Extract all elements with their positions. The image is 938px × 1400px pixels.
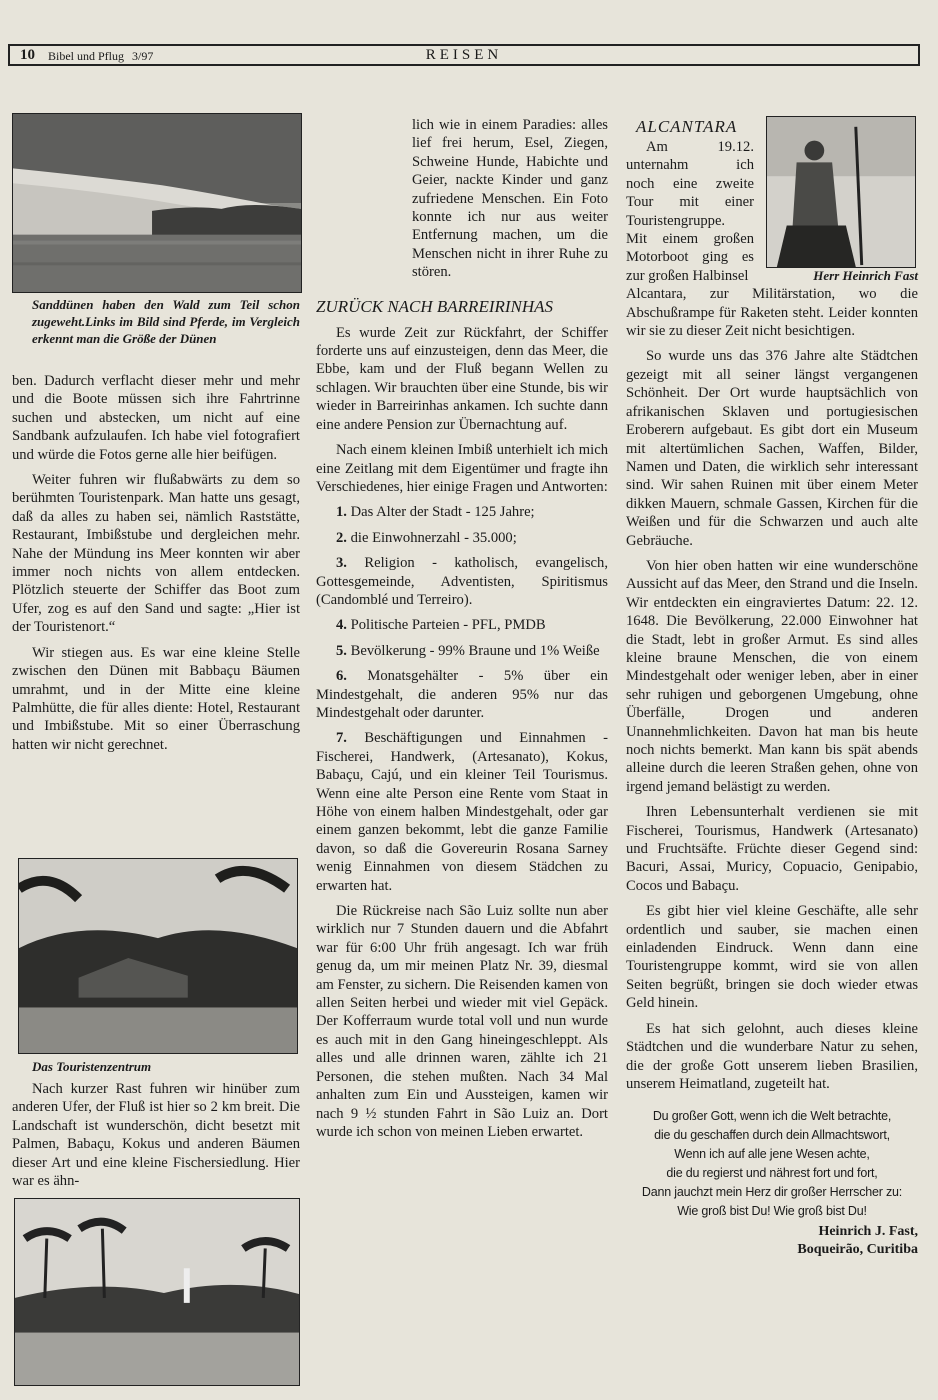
dunes-photo bbox=[12, 113, 302, 293]
list-item: 3. Religion - katholisch, evangelisch, Gottesgemeinde, Adventisten, Spiritismus (Candomblé und Terreiro). bbox=[316, 555, 608, 608]
publication-name: Bibel und Pflug 3/97 bbox=[48, 49, 154, 63]
paragraph: lich wie in einem Paradies: alles lief frei herum, Esel, Ziegen, Schweine Hunde, Habichte und Geier, nackte Kinder und ganz zufriedene Menschen. Ein Foto konnte ich nur aus weiter Entfernung machen, um die Menschen nicht in ihrer Ruhe zu stören. bbox=[412, 117, 608, 281]
column-2 bbox=[316, 116, 608, 1141]
page-number: 10 bbox=[20, 47, 35, 63]
signature bbox=[626, 1223, 918, 1259]
tourist-center-photo bbox=[18, 858, 298, 1054]
list-item: 4. Politische Parteien - PFL, PMDB bbox=[336, 617, 546, 634]
column-1 bbox=[12, 372, 300, 754]
issue-number: 3/97 bbox=[132, 49, 154, 63]
paragraph: Es wurde Zeit zur Rückfahrt, der Schiffer forderte uns auf einzusteigen, denn das Meer, die Ebbe, kam und der Fluß begann Wellen zu schlagen. Wir brauchten über eine Stunde, bis wir wieder in Barreirinhas ankamen. Ich suchte dann eine andere Pension zur Übernachtung auf. bbox=[316, 324, 608, 433]
paragraph: ben. Dadurch verflacht dieser mehr und mehr und die Boote müssen sich ihre Fahrtrinne suchen und abstecken, um nicht auf eine Sandbank aufzulaufen. Ich habe viel fotografiert und würde die Fotos gerne alle hier beifügen. bbox=[12, 373, 300, 463]
narrow-paragraph: Am 19.12. unternahm ich noch eine zweite Tour mit einer Touristengruppe. Mit einem großen Motorboot ging es zur großen Halbinsel Herr Heinrich Fast bbox=[626, 139, 918, 284]
paragraph: So wurde uns das 376 Jahre alte Städtchen gezeigt mit all seiner längst vergangenen Schönheit. Der Ort wurde hauptsächlich von afrikanischen Sklaven und portugiesischen Eroberern aufgebaut. Es gibt dort ein Museum mit altertümlichen Sachen, Waffen, Bilder, Namen und Daten, die wirklich sehr interessant sind. Wir sahen Ruinen mit über einem Meter dikken Mauern, schmale Gassen, Kirchen für die Weißen und für die Schwarzen und auch alte Gebräuche. bbox=[626, 348, 918, 549]
paragraph: Ihren Lebensunterhalt verdienen sie mit Fischerei, Tourismus, Handwerk (Artesanato) und Fruchtsäfte. Früchte dieser Gegend sind: Bacuri, Assai, Muricy, Copuacio, Genipabio, Cocos und Babaçu. bbox=[626, 804, 918, 894]
list-item: 1. Das Alter der Stadt - 125 Jahre; bbox=[336, 504, 535, 521]
paragraph: Nach einem kleinen Imbiß unterhielt ich mich eine Zeitlang mit dem Eigentümer und fragte ihn Verschiedenes, hier einige Fragen und Antworten: bbox=[316, 442, 608, 495]
list-item: 5. Bevölkerung - 99% Braune und 1% Weiße bbox=[336, 642, 600, 659]
column-1-continued bbox=[12, 1080, 300, 1190]
poem-line: die du regierst und nährest fort und fort, bbox=[666, 1166, 878, 1181]
fishing-village-photo bbox=[14, 1198, 300, 1386]
list-item: 2. die Einwohnerzahl - 35.000; bbox=[336, 529, 517, 546]
author-name: Heinrich J. Fast, bbox=[818, 1224, 918, 1240]
paragraph: Es gibt hier viel kleine Geschäfte, alle sehr ordentlich und sauber, sie machen einen einladenden Eindruck. Wenn dann eine Touristengruppe kommt, wird sie von allen Seiten begrüßt, bringen sie doch wieder etwas Geld hinein. bbox=[626, 903, 918, 1012]
list-item: 6. Monatsgehälter - 5% über ein Mindestgehalt, die anderen 95% nur das Mindestgehalt oder darunter. bbox=[316, 668, 608, 721]
tourist-center-caption: Das Touristenzentrum bbox=[32, 1059, 152, 1074]
poem-line: die du geschaffen durch dein Allmachtswort, bbox=[654, 1128, 890, 1143]
section-title: REISEN bbox=[425, 47, 503, 63]
dunes-photo-caption: Sanddünen haben den Wald zum Teil schon zugeweht.Links im Bild sind Pferde, im Vergleich erkennt man die Größe der Dünen bbox=[32, 297, 300, 346]
paragraph: Es hat sich gelohnt, auch dieses kleine Städtchen und die wunderbare Natur zu sehen, die der große Gott unserem lieben Brasilien, unserem Heimatland, zugeteilt hat. bbox=[626, 1020, 918, 1092]
paragraph: Die Rückreise nach São Luiz sollte nun aber wirklich nur 7 Stunden dauern und die Abfahrt war für 6:00 Uhr früh angesagt. Ich war früh genug da, um mir meinen Platz Nr. 39, diesmal am Fenster, zu sichern. Die Reisenden kamen von allen Seiten herbei und wieder mit viel Gepäck. Der Kofferraum wurde total voll und nun wurde es auch mit in den Gang hineingeschleppt. Als alles und alle drinnen waren, zählte ich 21 Personen, die stehen mußten. Nach 34 Mal anhalten zum Ein und Aussteigen, kamen wir nach 9 ½ stunden Fahrt in São Luiz an. Dort wurde ich schon von meinen Lieben erwartet. bbox=[316, 903, 608, 1140]
paragraph: Wir stiegen aus. Es war eine kleine Stelle zwischen den Dünen mit Babbaçu Bäumen umrahmt, und in der Mitte eine kleine Palmhütte, die für alles diente: Hotel, Restaurant und Imbißstube. Mit so einer Überraschung hatten wir nicht gerechnet. bbox=[12, 644, 300, 753]
paragraph: Von hier oben hatten wir eine wunderschöne Aussicht auf das Meer, den Strand und die Inseln. Wir entdeckten ein eingraviertes Datum: 22. 12. 1648. Die Bevölkerung, 22.000 Einwohner hat die Stadt, lebt in großer Armut. Es sind alles kleine braune Menschen, die von einem Mindestgehalt oder weniger leben, aber in einer sehr ruhigen und geborgenen Umgebung, ohne Überfälle, Drogen und anderen Unannehmlichkeiten. Davon hat man bis heute noch nichts bemerkt. Man kann bis spät abends alleine durch die leeren Straßen gehen, ohne von irgend jemand belästigt zu werden. bbox=[626, 557, 918, 795]
poem bbox=[626, 1107, 918, 1221]
poem-line: Wenn ich auf alle jene Wesen achte, bbox=[674, 1147, 870, 1162]
column-3 bbox=[626, 116, 918, 1259]
section-heading: ALCANTARA bbox=[636, 117, 738, 136]
page-header bbox=[8, 44, 920, 66]
paragraph: Nach kurzer Rast fuhren wir hinüber zum anderen Ufer, der Fluß ist hier so 2 km breit. Die Landschaft ist wunderschön, dicht besetzt mit Palmen, Babaçu, Kokus und anderen Bäumen dieser Art und eine kleine Fischersiedlung. Hier war es ähn- bbox=[12, 1081, 300, 1190]
poem-line: Wie groß bist Du! Wie groß bist Du! bbox=[677, 1204, 867, 1219]
paragraph: Alcantara, zur Militärstation, wo die Abschußrampe für Raketen steht. Leider konnten wir sie zu dieser Zeit nicht besichtigen. bbox=[626, 286, 918, 340]
line-with-caption: zur großen Halbinsel Herr Heinrich Fast bbox=[626, 267, 918, 284]
author-location: Boqueirão, Curitiba bbox=[797, 1242, 918, 1258]
poem-line: Dann jauchzt mein Herz dir großer Herrscher zu: bbox=[641, 1185, 903, 1200]
section-heading: ZURÜCK NACH BARREIRINHAS bbox=[316, 296, 554, 316]
list-item: 7. Beschäftigungen und Einnahmen - Fischerei, Handwerk, (Artesanato), Kokus, Babaçu, Cajú, und ein kleiner Teil Tourismus. Wenn eine alte Person eine Rente vom Staat in Höhe von einem halben Mindestgehalt, oder gar einem ganzen bekommt, lebt die ganze Familie davon, so daß die Govereurin Rosana Sarney wenig Einnahmen von diesem Städchen zu erwarten hat. bbox=[316, 730, 608, 894]
fisherman-caption: Herr Heinrich Fast bbox=[813, 267, 918, 283]
paragraph: Weiter fuhren wir flußabwärts zu dem so berühmten Touristenpark. Man hatte uns gesagt, daß da alles zu haben sei, nämlich Raststätte, Restaurant, Imbißstube und dergleichen mehr. Nahe der Mündung ins Meer konnten wir aber immer noch nichts von allem entdecken. Plötzlich steuerte der Schiffer das Boot zum Ufer, zog es auf den Sand und sagte: „Hier ist der Touristenort.“ bbox=[12, 472, 300, 636]
poem-line: Du großer Gott, wenn ich die Welt betrachte, bbox=[652, 1109, 892, 1124]
